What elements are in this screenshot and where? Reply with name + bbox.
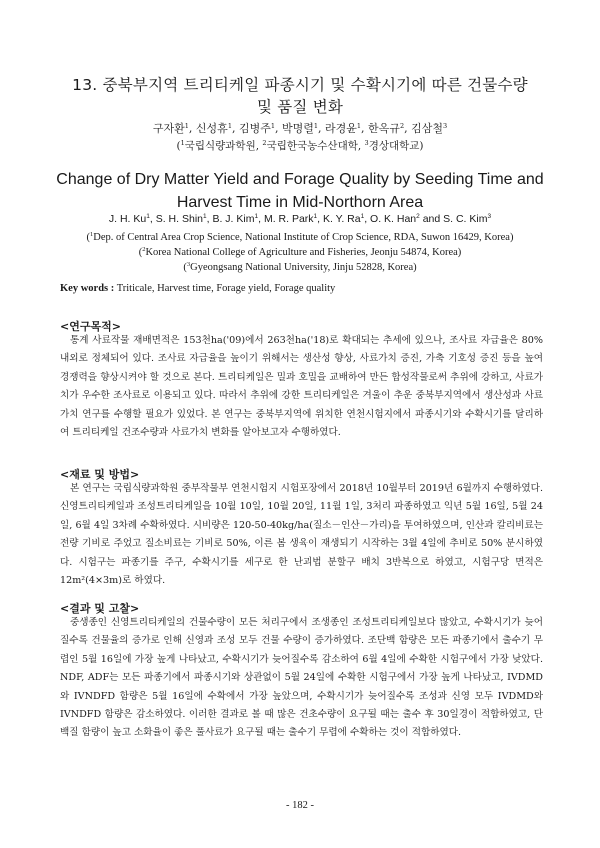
author-ko: 박명렬 <box>281 122 314 135</box>
affiliation-ko: 국립한국농수산대학 <box>266 140 358 152</box>
affiliation-en: ($^2$Korea National College of Agriculture and Fisheries, Jeonju 54874, Korea) <box>138 246 462 258</box>
korean-authors: 구자환$^1$, 신성휴$^1$, 김병주$^1$, 박명렬$^1$, 라경윤$^1$, 한옥규$^2$, 김삼철$^3$ <box>152 122 448 135</box>
english-title-line1: Change of Dry Matter Yield and Forage Quality by Seeding Time and <box>56 171 544 188</box>
author-en: B. J. Kim <box>212 213 255 225</box>
english-affiliations <box>20 230 580 275</box>
author-en: M. R. Park <box>263 213 314 225</box>
author-en: K. Y. Ra <box>323 213 361 225</box>
keywords-label: Key words : <box>60 283 115 294</box>
section-body-results: 중생종인 신영트리티케일의 건물수량이 모든 처리구에서 조생종인 조성트리티케일보다 많았고, 수확시기가 늦어질수록 건물율의 증가로 인해 신영과 조성 모두 건물 수량이 증가하였다. 조단백 함량은 모든 파종기에서 출수기 무렵인 5월 16일에 가장 높게 나타났고, 수확시기가 늦어질수록 감소하여 6월 4일에 수확한 시험구에서 가장 낮았다. NDF, ADF는 모든 파종기에서 파종시기와 상관없이 5월 24일에 수확한 시험구에서 가장 높게 나타났고, IVDMD와 IVNDFD 함량은 5월 16일에 수확에서 가장 높았으며, 수확시기가 늦어질수록 조성과 신영 모두 IVDMD와 IVNDFD 함량은 감소하였다. 이러한 결과로 볼 때 많은 건초수량이 요구될 때는 출수 후 30일경이 적합하였고, 단백질 함량이 높고 소화율이 좋은 풀사료가 요구될 때는 출수기 무렵에 수확하는 것이 적합하였다. <box>60 617 543 739</box>
section-body-purpose: 통계 사료작물 재배면적은 153천ha('09)에서 263천ha('18)로 확대되는 추세에 있으나, 조사료 자급율은 80% 내외로 정체되어 있다. 조사료 자급율을 높이기 위해서는 생산성 향상, 사료가치 증진, 가축 기호성 증진 등을 높여 경쟁력을 향상시켜야 할 것으로 본다. 트리티케일은 밀과 호밀을 교배하여 만든 합성작물로써 추위에 강하고, 사료가치가 우수한 조사료로 이용되고 있다. 따라서 추위에 강한 트리티케일은 겨울이 추운 중북부지역에서 생산성과 사료가치 연구를 수행할 필요가 있었다. 본 연구는 중북부지역에 위치한 연천시험지에서 파종시기와 수확시기를 달리하여 트리티케일 건조수량과 사료가치 변화를 알아보고자 수행하였다. <box>60 335 543 439</box>
author-ko: 한옥규 <box>368 122 400 135</box>
english-title <box>20 168 580 214</box>
english-authors: J. H. Ku$^1$, S. H. Shin$^1$, B. J. Kim$^1$, M. R. Park$^1$, K. Y. Ra$^1$, O. K. Han$^2$ and S. C. Kim$^3$ <box>108 213 492 225</box>
affiliation-en: ($^1$Dep. of Central Area Crop Science, National Institute of Crop Science, RDA, Suwon 16429, Korea) <box>86 231 514 243</box>
korean-title-line2: 및 품질 변화 <box>256 98 344 116</box>
korean-title <box>40 74 560 118</box>
author-ko: 김병주 <box>238 122 271 135</box>
english-title-line2: Harvest Time in Mid-Northorn Area <box>176 194 424 211</box>
affiliation-ko: 국립식량과학원 <box>184 140 256 152</box>
section-body-methods: 본 연구는 국립식량과학원 중부작물부 연천시험지 시험포장에서 2018년 10월부터 2019년 6월까지 수행하였다. 신영트리티케일과 조성트리티케일을 10월 10일, 10월 20일, 11월 1일, 3처리 파종하였고 익년 5월 16일, 5월 24일, 6월 4일 3차례 수확하였다. 시비량은 120-50-40kg/ha(질소－인산－가리)을 투여하였으며, 인산과 칼리비료는 전량 기비로 주었고 질소비료는 기비로 50%, 이른 봄 생육이 재생되기 시작하는 3월 4일에 추비로 50% 분시하였다. 시험구는 파종기를 주구, 수확시기를 세구로 한 난괴법 분할구 배치 3반복으로 하였고, 시험구당 면적은 12m²(4×3m)로 하였다. <box>60 483 543 587</box>
keywords <box>60 283 550 294</box>
section-heading-results: <결과 및 고찰> <box>60 602 140 615</box>
author-en: S. C. Kim <box>443 213 488 225</box>
section-heading-methods: <재료 및 방법> <box>60 468 140 481</box>
author-en: O. K. Han <box>370 213 417 225</box>
author-ko: 신성휴 <box>195 122 228 135</box>
korean-affiliations: ($^1$국립식량과학원, $^2$국립한국농수산대학, $^3$경상대학교) <box>176 139 424 152</box>
affiliation-ko: 경상대학교 <box>368 140 420 152</box>
author-ko: 김삼철 <box>411 122 443 135</box>
page-number: - 182 - <box>286 800 314 811</box>
author-en: J. H. Ku <box>108 213 147 225</box>
author-en: S. H. Shin <box>155 213 203 225</box>
author-ko: 라경윤 <box>325 122 357 135</box>
section-heading-purpose: <연구목적> <box>60 320 121 333</box>
korean-title-line1: 13. 중북부지역 트리티케일 파종시기 및 수확시기에 따른 건물수량 <box>72 76 528 94</box>
author-ko: 구자환 <box>152 122 185 135</box>
keywords-text: Triticale, Harvest time, Forage yield, Forage quality <box>116 283 336 294</box>
affiliation-en: ($^3$Gyeongsang National University, Jinju 52828, Korea) <box>183 261 417 273</box>
